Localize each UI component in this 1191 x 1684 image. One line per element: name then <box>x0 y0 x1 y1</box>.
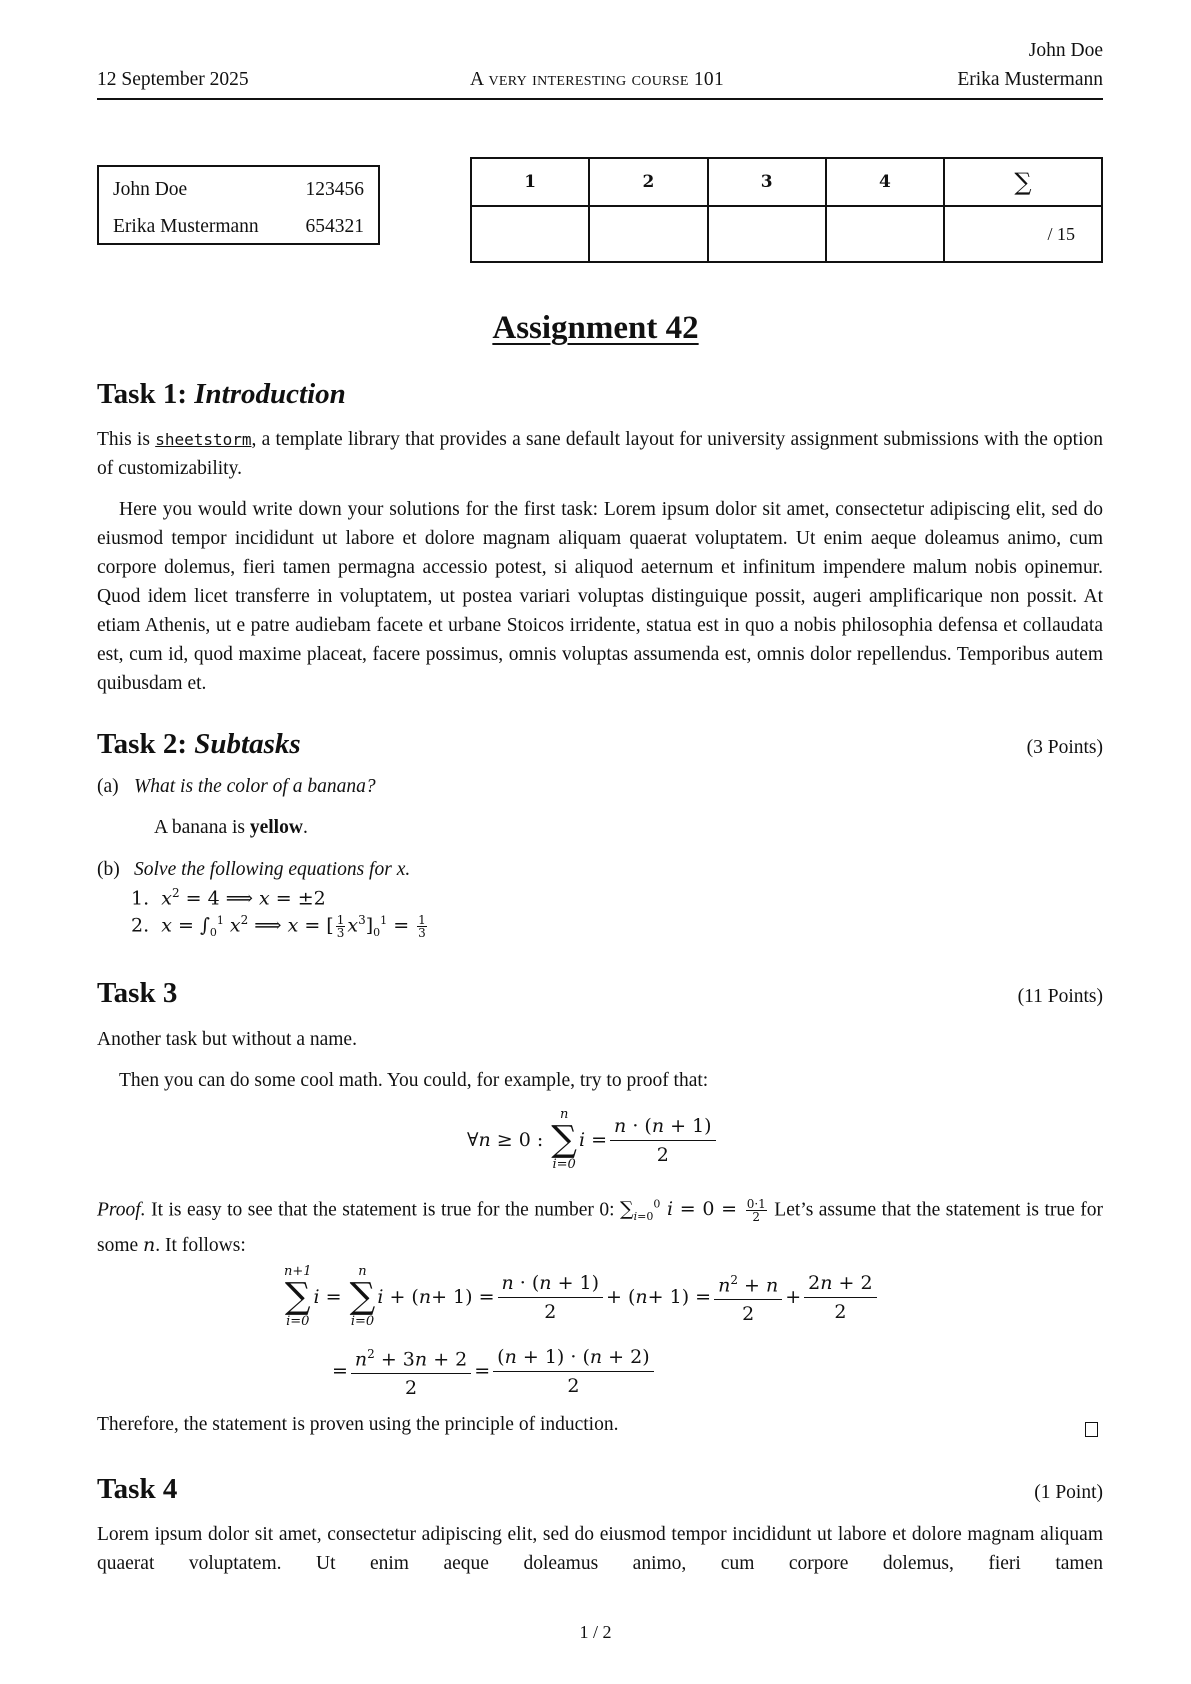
task-label: Task 1: <box>97 378 188 410</box>
points-table <box>470 157 1103 263</box>
equation-2: 2. $x = \int_0^1$ $x^2$ ⟹ x = [ $\frac{1}{3}$ $x^3]_0^1$ = $\frac{1}{3}$ <box>131 912 426 940</box>
task-name: Introduction <box>194 378 346 410</box>
subtask-marker: (a) <box>97 776 119 797</box>
equation-1: 1. $x^2 = 4$ ⟹ x = ±2 <box>131 886 326 910</box>
student-id: 123456 <box>305 179 364 200</box>
task-label: Task 2: <box>97 728 188 760</box>
student-row <box>113 175 364 212</box>
sheetstorm-link[interactable]: sheetstorm <box>155 430 252 449</box>
theorem-equation: ∀n ≥ 0 : n ∑ i=0 i = $\frac{n \cdot (n + 1)}{2}$ <box>467 1108 719 1172</box>
induction-step-line-1: n+1 ∑ i=0 i = n ∑ i=0 i + ( n + 1) = $\frac{n \cdot (n + 1)}{2}$ + ( n + 1) = $\frac{n^2 + n}{2}$ + $\frac{2n + 2}{2}$ <box>282 1265 880 1329</box>
proof-conclusion: Therefore, the statement is proven using the principle of induction. <box>97 1414 619 1435</box>
student-row <box>113 212 364 249</box>
induction-step-line-2: = $\frac{n^2 + 3n + 2}{2}$ = $\frac{(n + 1) \cdot (n + 2)}{2}$ <box>332 1340 657 1402</box>
points-total: / 15 <box>944 206 1102 262</box>
task-3-intro: Another task but without a name. <box>97 1029 357 1050</box>
answer-highlight: yellow <box>249 817 303 838</box>
base-case-math: $\sum_{i=0}^0$ i = 0 = $\frac{0\cdot 1}{2}$ <box>620 1196 766 1224</box>
subtask-b <box>97 859 411 881</box>
student-id: 654321 <box>305 216 364 237</box>
task-1-heading <box>97 378 1103 411</box>
task-label: Task 4 <box>97 1473 178 1505</box>
task-points: (11 Points) <box>1017 986 1103 1007</box>
points-cell-1 <box>471 206 589 262</box>
student-box <box>97 165 380 245</box>
task-3-heading <box>97 977 1103 1010</box>
student-name: Erika Mustermann <box>113 216 259 237</box>
task-label: Task 3 <box>97 977 178 1009</box>
task-1-intro: This is sheetstorm, a template library that provides a sane default layout for university assignment submissions with the option of customizability. <box>97 429 1103 479</box>
subtask-marker: (b) <box>97 859 120 880</box>
page-number: 1 / 2 <box>579 1622 612 1642</box>
points-cell-4 <box>826 206 944 262</box>
points-cell-3 <box>708 206 826 262</box>
task-2-heading <box>97 728 1103 761</box>
points-col-2: 2 <box>589 158 707 206</box>
subtask-a <box>97 776 376 798</box>
points-col-1: 1 <box>471 158 589 206</box>
sum-icon: ∑ <box>944 158 1102 206</box>
task-points: (1 Point) <box>1034 1482 1103 1503</box>
task-1-body: Here you would write down your solutions for the first task: Lorem ipsum dolor sit amet, consectetur adipiscing elit, sed do eiusmod tempor incididunt ut labore et dolore magnam aliquam quaerat voluptatem. Ut enim aeque doleamus animo, cum corpore dolemus, fieri tamen permagna accessio potest, si aliquod aeternum et infinitum impendere malum nobis opinemur. Quod idem licet transferre in voluptatem, ut postea variari voluptas distinguique possit, augeri amplificarique non possit. At etiam Athenis, ut e patre audiebam facete et urbane Stoicos irridente, statua est in quo a nobis philosophia defensa et collaudata est, cum id, quod maxime placeat, facere possimus, omnis voluptas assumenda est, omnis dolor repellendus. Temporibus autem quibusdam et. <box>97 499 1103 694</box>
header-course: A very interesting course 101 <box>469 69 724 90</box>
subtask-a-answer: A banana is yellow. <box>154 817 308 838</box>
student-name: John Doe <box>113 179 188 200</box>
header-author-2: Erika Mustermann <box>957 69 1103 90</box>
task-4-heading <box>97 1473 1103 1506</box>
points-col-4: 4 <box>826 158 944 206</box>
task-3-body: Then you can do some cool math. You could, for example, try to proof that: <box>119 1070 709 1091</box>
proof-paragraph: Proof. It is easy to see that the statement is true for the number 0: $\sum_{i=0}^0$ i = 0 = $\frac{0\cdot 1}{2}$ Let’s assume that the statement is true for some n. It follows: <box>97 1196 1104 1257</box>
page-title: Assignment 42 <box>492 310 699 346</box>
header-author-1: John Doe <box>1028 40 1103 61</box>
header-rule <box>97 98 1103 100</box>
header-date: 12 September 2025 <box>97 69 249 90</box>
points-col-3: 3 <box>708 158 826 206</box>
task-name: Subtasks <box>194 728 301 760</box>
task-points: (3 Points) <box>1026 737 1103 758</box>
task-4-body: Lorem ipsum dolor sit amet, consectetur adipiscing elit, sed do eiusmod tempor incididunt ut labore et dolore magnam aliquam quaerat voluptatem. Ut enim aeque doleamus animo, cum corpore dolemus, fieri tamen <box>97 1524 1103 1574</box>
subtask-question: What is the color of a banana? <box>134 776 376 797</box>
qed-square-icon <box>1085 1422 1098 1437</box>
subtask-question: Solve the following equations for x. <box>134 859 411 880</box>
points-cell-2 <box>589 206 707 262</box>
